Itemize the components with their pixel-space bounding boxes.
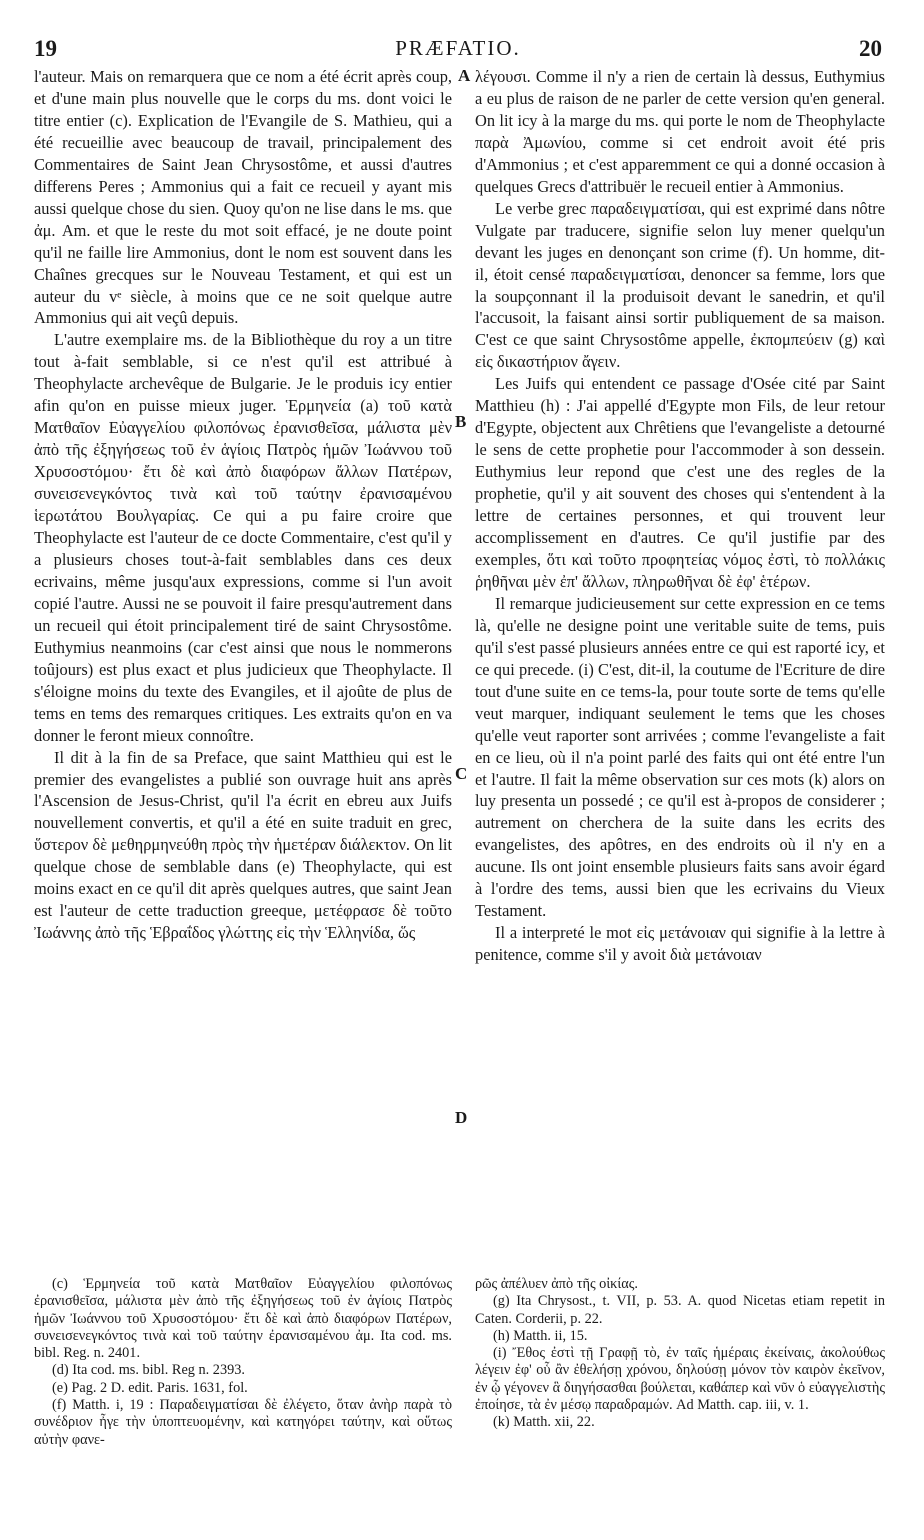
footnote: (f) Matth. i, 19 : Παραδειγματίσαι δὲ ἐλέγετο, ὅταν ἀνὴρ παρὰ τὸ συνέδριον ἦγε τὴν ὑποπτευομένην, καὶ κατηγόρει ταύτην, καὶ οὕτως αὐτὴν φανε-	[34, 1397, 452, 1448]
page-number-right: 20	[859, 36, 882, 61]
footnote: (d) Ita cod. ms. bibl. Reg n. 2393.	[52, 1362, 245, 1379]
footnotes-left	[34, 1276, 452, 1449]
footnote: (i) Ἔθος ἐστὶ τῇ Γραφῇ τὸ, ἐν ταῖς ἡμέραις ἐκείναις, ἀκολούθως λέγειν ἐφ' οὗ ἂν ἐθελήσῃ χρόνου, δηλούσῃ μόνον τὸν καιρὸν ἐκεῖνον, ἐν ᾧ γέγονεν ἃ διηγήσασθαι βούλεται, καθάπερ καὶ νῦν ὁ εὐαγγελιστὴς ἐποίησε, τὰ ἐν μέσῳ παραδραμών. Ad Matth. cap. iii, v. 1.	[475, 1345, 885, 1414]
footnote: (e) Pag. 2 D. edit. Paris. 1631, fol.	[52, 1379, 248, 1396]
margin-letter-d: D	[455, 1108, 468, 1127]
running-title: PRÆFATIO.	[395, 36, 521, 60]
footnote: (g) Ita Chrysost., t. VII, p. 53. A. quod Nicetas etiam repetit in Caten. Corderii, p. 22.	[475, 1293, 885, 1327]
footnote: (c) Ἑρμηνεία τοῦ κατὰ Ματθαῖον Εὐαγγελίου φιλοπόνως ἐρανισθεῖσα, μάλιστα μὲν ἀπὸ τῆς ἐξηγήσεως τοῦ ἐν ἁγίοις Πατρὸς ἡμῶν Ἰωάννου τοῦ Χρυσοστόμου· ἔτι δὲ καὶ ἀπὸ διαφόρων Πατέρων, συνεισενεγκόντος τινὰ καὶ τοῦ ταύτην ἐρανισαμένου ἀμ. Ita cod. ms. bibl. Reg. n. 2401.	[34, 1276, 452, 1362]
paragraph: l'auteur. Mais on remarquera que ce nom a été écrit après coup, et d'une main plus nouvelle que le corps du ms. dont voici le titre entier (c). Explication de l'Evangile de S. Mathieu, qui a été recueillie avec beaucoup de travail, principalement des Commentaires de Saint Jean Chrysostôme, et aussi d'autres differens Peres ; Ammonius qui a fait ce recueil y ayant mis aussi quelque chose du sien. Quoy qu'on ne lise dans le ms. que ἀμ. Am. et que le reste du mot soit effacé, je ne doute point qu'il ne faille lire Ammonius, dont le nom est souvent dans les Chaînes grecques sur le Nouveau Testament, et qui est un auteur du vᵉ siècle, à moins que ce ne soit quelque autre Ammonius qui ait veçû depuis.	[34, 67, 452, 328]
paragraph: Il dit à la fin de sa Preface, que saint Matthieu qui est le premier des evangelistes a publié son ouvrage huit ans après l'Ascension de Jesus-Christ, qu'il l'a écrit en ebreu aux Juifs nouvellement convertis, et qu'il a été en suite traduit en grec, ὕστερον δὲ μεθηρμηνεύθη πρὸς τὴν ἡμετέραν διάλεκτον. On lit quelque chose de semblable dans (e) Theophylacte, qui est moins exact en ce qu'il dit après quelques autres, que saint Jean est l'auteur de cette traduction greeque, μετέφρασε δὲ τοῦτο Ἰωάννης ἀπὸ τῆς Ἑβραΐδος γλώττης εἰς τὴν Ἑλληνίδα, ὥς	[34, 747, 452, 943]
footnote: ρῶς ἀπέλυεν ἀπὸ τῆς οἰκίας.	[475, 1276, 638, 1292]
footnotes-right	[475, 1276, 885, 1432]
footnote: (k) Matth. xii, 22.	[493, 1414, 595, 1431]
margin-letter-c: C	[455, 764, 468, 783]
page-header	[34, 36, 882, 66]
left-column	[34, 66, 452, 944]
margin-letter-a: A	[458, 66, 471, 85]
margin-letter-b: B	[455, 412, 467, 431]
paragraph: Les Juifs qui entendent ce passage d'Osée cité par Saint Matthieu (h) : J'ai appellé d'Egypte mon Fils, de leur retour d'Egypte, objectent aux Chrêtiens que l'evangeliste a detourné le sens de cette prophetie pour l'accommoder à son dessein. Euthymius leur repond que c'est une des regles de la prophetie, qu'il y ait souvent des choses qui s'entendent à la lettre de certaines personnes, et qui trouvent leur accomplissement en d'autres. Ce qu'il justifie par des exemples, ὅτι καὶ τοῦτο προφητείας νόμος ἐστὶ, τὸ πολλάκις ῥηθῆναι μὲν ἐπ' ἄλλων, πληρωθῆναι δὲ ἐφ' ἑτέρων.	[475, 374, 885, 591]
paragraph: Le verbe grec παραδειγματίσαι, qui est exprimé dans nôtre Vulgate par traducere, signifie selon luy mener quelqu'un devant les juges en denonçant son crime (f). Un homme, dit-il, étoit censé παραδειγματίσαι, denoncer sa femme, lors que la soupçonnant il la produisoit devant le sanedrin, et qu'il l'accusoit, la faisant ainsi sortir publiquement de sa maison. C'est ce que saint Chrysostôme appelle, ἐκπομπεύειν (g) καὶ εἰς δικαστήριον ἄγειν.	[475, 198, 885, 372]
paragraph: Il remarque judicieusement sur cette expression en ce tems là, qu'elle ne designe point une veritable suite de tems, puis qu'il s'est passé plusieurs années entre ce qui est raporté icy, et ce qui precede. (i) C'est, dit-il, la coutume de l'Ecriture de dire tout d'une suite en ce tems-la, pour toute sorte de tems qu'elle veut marquer, indiquant seulement le tems que les choses qu'elle veut raporter sont arrivées ; comme l'evangeliste a fait en ce lieu, où il n'a point parlé des faits qui ont été entre l'un et l'autre. Il fait la même observation sur ces mots (k) alors on luy presenta un possedé ; ce qu'il est à-propos de considerer ; autrement on cherchera de la suite dans les ecrits des evangelistes, des apôtres, en des endroits où il n'y en a aucune. Ils ont joint ensemble plusieurs faits sans avoir égard à l'ordre des tems, aussi bien que les ecrivains du Vieux Testament.	[475, 593, 885, 921]
paragraph: L'autre exemplaire ms. de la Bibliothèque du roy a un titre tout à-fait semblable, si ce n'est qu'il est attribué à Theophylacte archevêque de Bulgarie. Je le produis icy entier afin qu'on en puisse mieux juger. Ἑρμηνεία (a) τοῦ κατὰ Ματθαῖον Εὐαγγελίου φιλοπόνως ἐρανισθεῖσα, μάλιστα μὲν ἀπὸ τῆς ἐξηγήσεως τοῦ ἐν ἁγίοις Πατρὸς ἡμῶν Ἰωάννου τοῦ Χρυσοστόμου· ἔτι δὲ καὶ ἀπὸ διαφόρων ἄλλων Πατέρων, συνεισενεγκόντος τινὰ καὶ τοῦ ταύτην ἐρανισαμένου ἱερωτάτου Βουλγαρίας. Ce qui a pu faire croire que Theophylacte est l'auteur de ce docte Commentaire, c'est qu'il y a plusieurs choses tout-à-fait semblables dans ces deux ecrivains, même jusqu'aux expressions, comme si l'un avoit copié l'autre. Aussi ne se pouvoit il faire presqu'autrement dans un recueil qui étoit principalement tiré de saint Chrysostôme. Euthymius neanmoins (car c'est ainsi que nous le nommerons toûjours) est plus exact et plus judicieux que Theophylacte. Il s'éloigne moins du texte des Evangiles, et il ajoûte de plus de tems en tems des remarques critiques. Les extraits qu'on en va donner le feront mieux connoître.	[34, 330, 452, 745]
paragraph: λέγουσι. Comme il n'y a rien de certain là dessus, Euthymius a eu plus de raison de ne parler de cette version qu'en general. On lit icy à la marge du ms. qui porte le nom de Theophylacte παρὰ Ἀμωνίου, comme si cet endroit avoit été pris d'Ammonius ; et c'est apparemment ce qui a donné occasion à quelques Grecs d'attribuër le recueil entier à Ammonius.	[475, 67, 885, 196]
paragraph: Il a interpreté le mot εἰς μετάνοιαν qui signifie à la lettre à penitence, comme s'il y avoit διὰ μετάνοιαν	[475, 923, 885, 965]
footnote: (h) Matth. ii, 15.	[493, 1327, 588, 1344]
right-column	[475, 66, 885, 966]
page-number-left: 19	[34, 36, 57, 61]
